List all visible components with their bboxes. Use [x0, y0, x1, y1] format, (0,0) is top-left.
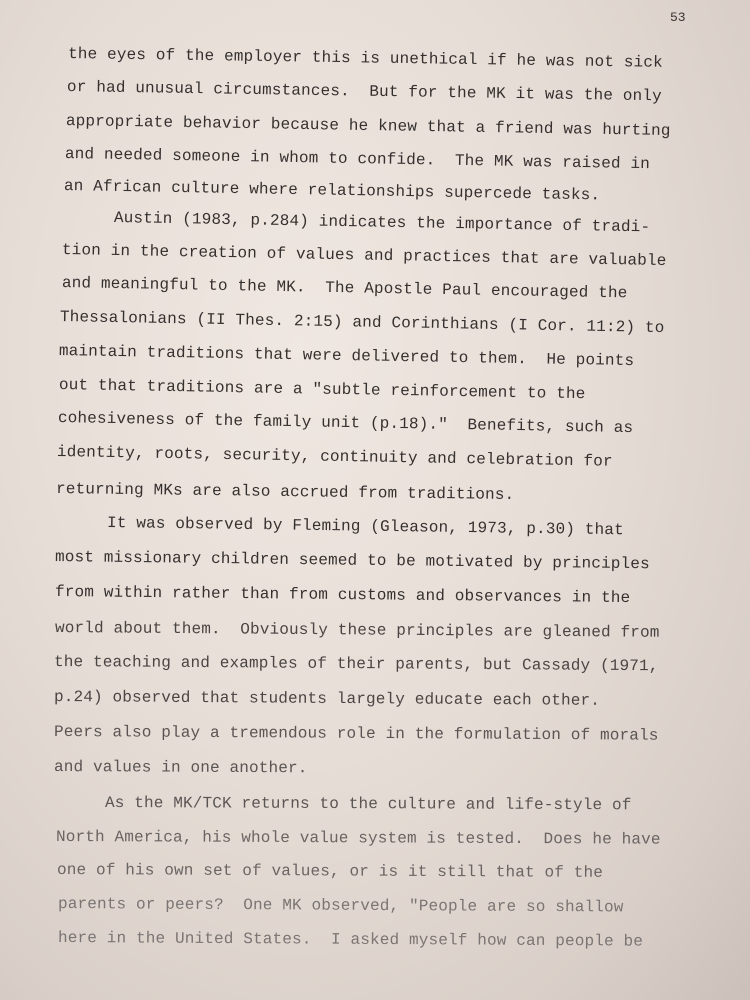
text-line: one of his own set of values, or is it still that of the	[56, 861, 604, 882]
text-line: the teaching and examples of their parents, but Cassady (1971,	[53, 653, 659, 676]
text-line: from within rather than from customs and observances in the	[54, 583, 631, 608]
text-line: tion in the creation of values and practices that are valuable	[61, 241, 667, 271]
text-line: and values in one another.	[53, 758, 308, 778]
text-line: out that traditions are a "subtle reinforcement to the	[58, 376, 586, 404]
text-line paragraph-start: As the MK/TCK returns to the culture and life-style of	[104, 794, 632, 815]
text-line: maintain traditions that were delivered to them. He points	[58, 342, 635, 371]
text-line: returning MKs are also accrued from traditions.	[55, 480, 515, 504]
text-line: or had unusual circumstances. But for the MK it was the only	[66, 78, 662, 106]
text-line paragraph-start: It was observed by Fleming (Gleason, 1973, p.30) that	[106, 514, 624, 540]
text-line: the eyes of the employer this is unethical if he was not sick	[67, 45, 663, 72]
text-line: and needed someone in whom to confide. The MK was raised in	[64, 145, 651, 174]
text-line: p.24) observed that students largely educate each other.	[53, 688, 601, 710]
text-line: Thessalonians (II Thes. 2:15) and Corinthians (I Cor. 11:2) to	[59, 308, 665, 338]
text-line: identity, roots, security, continuity and celebration for	[56, 443, 613, 471]
text-line: parents or peers? One MK observed, "People are so shallow	[57, 895, 624, 917]
text-line: and meaningful to the MK. The Apostle Paul encouraged the	[61, 274, 628, 303]
text-line: most missionary children seemed to be motivated by principles	[54, 548, 650, 574]
text-line: here in the United States. I asked myself how can people be	[57, 929, 644, 951]
page-number: 53	[670, 10, 686, 25]
text-line: world about them. Obviously these principles are gleaned from	[54, 619, 660, 642]
text-line: Peers also play a tremendous role in the formulation of morals	[53, 723, 659, 745]
text-line: appropriate behavior because he knew that a friend was hurting	[65, 112, 671, 141]
text-line paragraph-start: Austin (1983, p.284) indicates the importance of tradi-	[113, 209, 651, 237]
text-line: an African culture where relationships supercede tasks.	[63, 177, 601, 205]
text-line: cohesiveness of the family unit (p.18)." Benefits, such as	[57, 409, 634, 438]
text-line: North America, his whole value system is tested. Does he have	[55, 828, 661, 849]
